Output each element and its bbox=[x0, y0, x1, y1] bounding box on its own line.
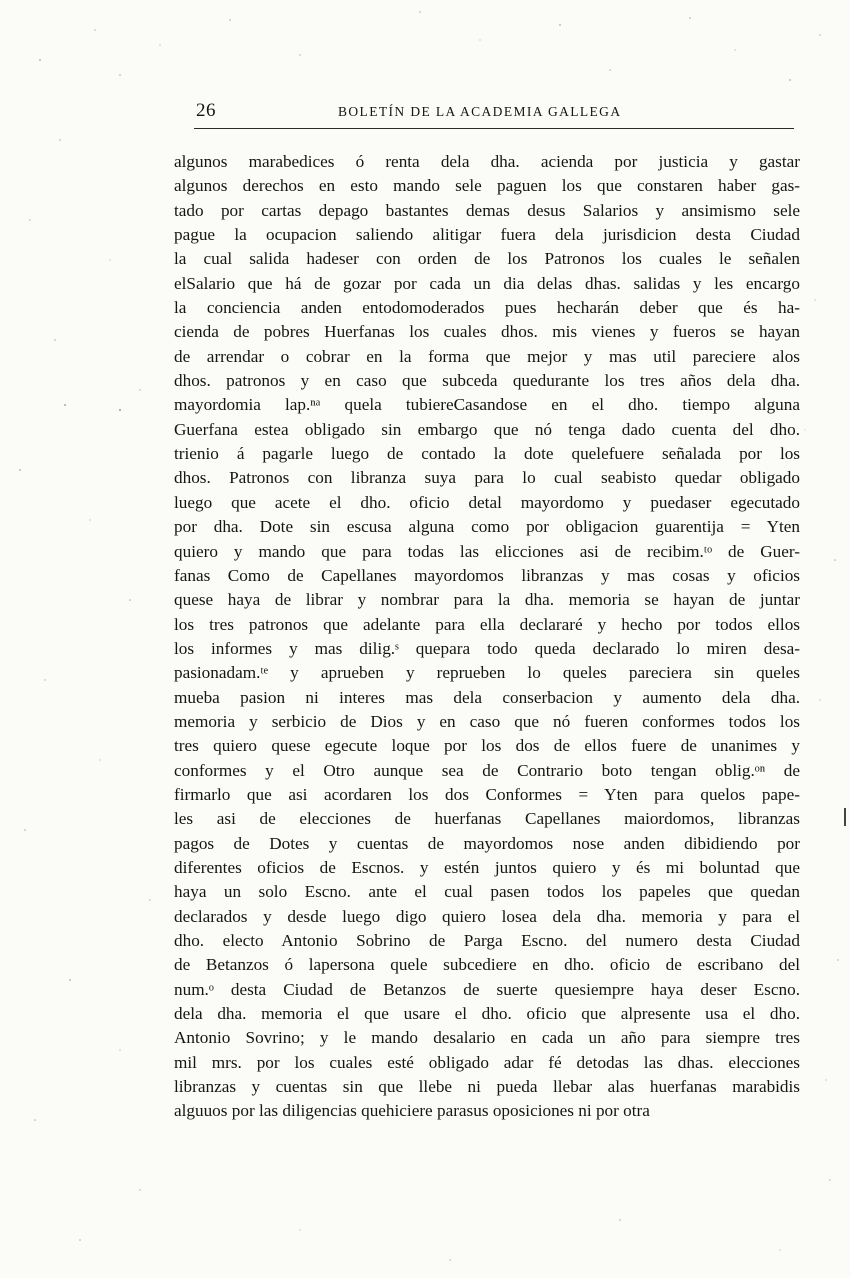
text-line: tado por cartas depago bastantes demas desus Salarios y ansimismo sele bbox=[174, 200, 800, 220]
text-line: pagos de Dotes y cuentas de mayordomos nose anden dibidiendo por bbox=[174, 833, 800, 853]
text-line: diferentes oficios de Escnos. y estén juntos quiero y és mi boluntad que bbox=[174, 857, 800, 877]
text-line: algunos derechos en esto mando sele paguen los que constaren haber gas- bbox=[174, 176, 800, 196]
text-line: la conciencia anden entodomoderados pues hecharán deber que és ha- bbox=[174, 298, 800, 318]
text-line: dhos. patronos y en caso que subceda quedurante los tres años dela dha. bbox=[174, 371, 800, 391]
body-text bbox=[174, 150, 800, 1124]
text-line: tres quiero quese egecute loque por los dos de ellos fuere de unanimes y bbox=[174, 736, 800, 756]
text-line: mayordomia lap.ⁿᵃ quela tubiereCasandose en el dho. tiempo alguna bbox=[174, 395, 800, 415]
text-line: trienio á pagarle luego de contado la dote quelefuere señalada por los bbox=[174, 444, 800, 464]
text-line: haya un solo Escno. ante el cual pasen todos los papeles que quedan bbox=[174, 882, 800, 902]
text-line: los informes y mas dilig.ˢ quepara todo queda declarado lo miren desa- bbox=[174, 638, 800, 658]
text-line: libranzas y cuentas sin que llebe ni pueda llebar alas huerfanas marabidis bbox=[174, 1077, 800, 1097]
text-line: alguuos por las diligencias quehiciere parasus oposiciones ni por otra bbox=[174, 1101, 650, 1121]
text-line: memoria y serbicio de Dios y en caso que nó fueren conformes todos los bbox=[174, 711, 800, 731]
text-line: dho. electo Antonio Sobrino de Parga Escno. del numero desta Ciudad bbox=[174, 931, 800, 950]
margin-mark bbox=[844, 808, 846, 826]
header-rule bbox=[194, 128, 794, 129]
text-line: conformes y el Otro aunque sea de Contrario boto tengan oblig.ᵒⁿ de bbox=[174, 760, 800, 780]
text-line: de arrendar o cobrar en la forma que mejor y mas util pareciere alos bbox=[174, 346, 800, 366]
text-line: pague la ocupacion saliendo alitigar fuera dela jurisdicion desta Ciudad bbox=[174, 225, 800, 245]
text-line: mil mrs. por los cuales esté obligado adar fé detodas las dhas. elecciones bbox=[174, 1052, 800, 1072]
page-number: 26 bbox=[196, 100, 216, 121]
text-line: algunos marabedices ó renta dela dha. acienda por justicia y gastar bbox=[174, 152, 800, 171]
text-line: Guerfana estea obligado sin embargo que nó tenga dado cuenta del dho. bbox=[174, 419, 800, 439]
text-line: dela dha. memoria el que usare el dho. oficio que alpresente usa el dho. bbox=[174, 1004, 800, 1024]
text-line: mueba pasion ni interes mas dela conserbacion y aumento dela dha. bbox=[174, 687, 800, 707]
text-line: elSalario que há de gozar por cada un dia delas dhas. salidas y les encargo bbox=[174, 273, 800, 293]
text-line: firmarlo que asi acordaren los dos Conformes = Yten para quelos pape- bbox=[174, 784, 800, 804]
text-line: Antonio Sovrino; y le mando desalario en cada un año para siempre tres bbox=[174, 1028, 800, 1048]
text-line: les asi de elecciones de huerfanas Capellanes maiordomos, libranzas bbox=[174, 809, 800, 829]
text-line: cienda de pobres Huerfanas los cuales dhos. mis vienes y fueros se hayan bbox=[174, 322, 800, 342]
text-line: pasionadam.ᵗᵉ y aprueben y reprueben lo queles pareciera sin queles bbox=[174, 663, 800, 683]
text-line: dhos. Patronos con libranza suya para lo cual seabisto quedar obligado bbox=[174, 468, 800, 488]
text-line: quiero y mando que para todas las elicciones asi de recibim.ᵗᵒ de Guer- bbox=[174, 541, 800, 561]
text-line: luego que acete el dho. oficio detal mayordomo y puedaser egecutado bbox=[174, 492, 800, 512]
running-header bbox=[196, 100, 796, 126]
text-line: fanas Como de Capellanes mayordomos libranzas y mas cosas y oficios bbox=[174, 565, 800, 585]
text-line: num.ᵒ desta Ciudad de Betanzos de suerte quesiempre haya deser Escno. bbox=[174, 979, 800, 999]
text-line: los tres patronos que adelante para ella declararé y hecho por todos ellos bbox=[174, 614, 800, 634]
text-line: de Betanzos ó lapersona quele subcediere en dho. oficio de escribano del bbox=[174, 955, 800, 975]
running-title: BOLETÍN DE LA ACADEMIA GALLEGA bbox=[338, 104, 622, 119]
text-line: declarados y desde luego digo quiero losea dela dha. memoria y para el bbox=[174, 906, 800, 926]
text-line: por dha. Dote sin escusa alguna como por obligacion guarentija = Yten bbox=[174, 517, 800, 537]
text-line: la cual salida hadeser con orden de los Patronos los cuales le señalen bbox=[174, 249, 800, 269]
text-line: quese haya de librar y nombrar para la dha. memoria se hayan de juntar bbox=[174, 590, 800, 610]
